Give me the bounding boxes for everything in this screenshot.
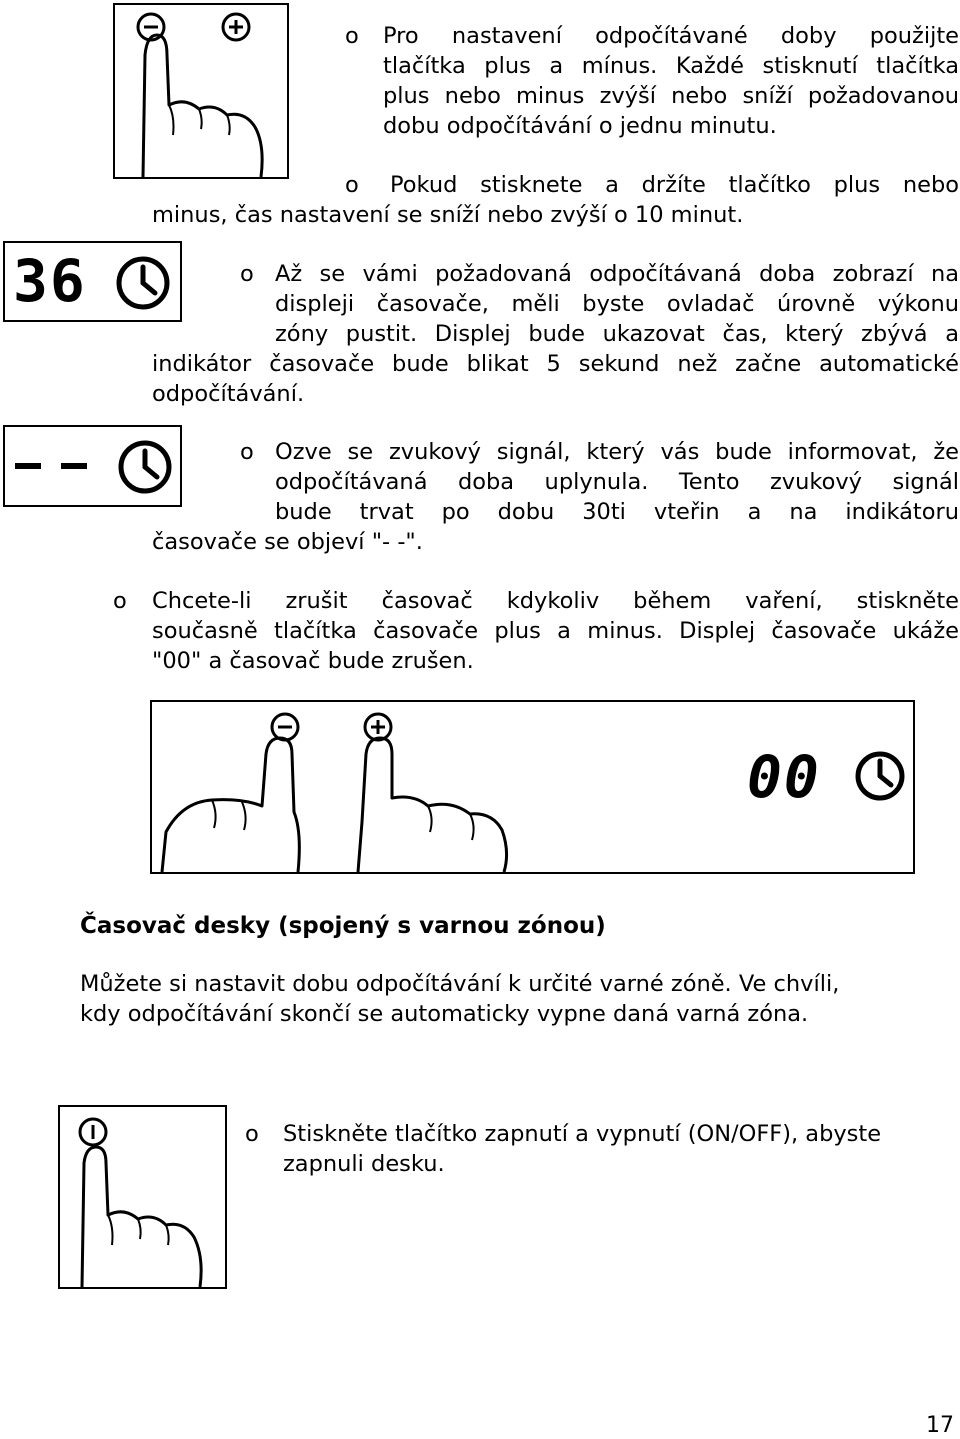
paragraph-cancel <box>152 586 959 676</box>
display-36-figure <box>3 241 182 322</box>
paragraph-on-off <box>283 1119 959 1179</box>
text-line: současně tlačítka časovače plus a minus. Displej časovače ukáže <box>152 618 959 644</box>
text-line: zapnuli desku. <box>283 1151 445 1177</box>
text-line: dobu odpočítávání o jednu minutu. <box>383 113 777 139</box>
finger-press-power-icon <box>60 1107 225 1287</box>
bullet: o <box>240 261 254 287</box>
clock-icon <box>113 253 173 313</box>
on-off-figure <box>58 1105 227 1289</box>
text-line: tlačítka plus a mínus. Každé stisknutí tlačítka <box>383 53 959 79</box>
text-line: Až se vámi požadovaná odpočítávaná doba zobrazí na <box>275 261 959 287</box>
text-line: časovače se objeví "- -". <box>152 529 423 555</box>
bullet: o <box>345 172 359 198</box>
cancel-timer-figure <box>150 700 915 874</box>
paragraph-hold-cont <box>152 200 959 230</box>
dash-display-icon <box>11 459 97 473</box>
text-line: plus nebo minus zvýší nebo sníží požadovanou <box>383 83 959 109</box>
paragraph-hold <box>390 170 959 200</box>
text-line: kdy odpočítávání skončí se automaticky vypne daná varná zóna. <box>80 1001 809 1027</box>
text-line: Můžete si nastavit dobu odpočítávání k určité varné zóně. Ve chvíli, <box>80 971 840 997</box>
text-line: odpočítávaná doba uplynula. Tento zvukový signál <box>275 469 959 495</box>
text-line: "00" a časovač bude zrušen. <box>152 648 474 674</box>
timer-display-digits: 36 <box>13 247 87 315</box>
text-line: displeji časovače, měli byste ovladač úrovně výkonu <box>275 291 959 317</box>
text-line: indikátor časovače bude blikat 5 sekund než začne automatické <box>152 351 959 377</box>
text-line: Stiskněte tlačítko zapnutí a vypnutí (ON/OFF), abyste <box>283 1121 882 1147</box>
paragraph-signal-cont <box>152 527 959 557</box>
finger-press-minus-icon <box>115 5 287 177</box>
paragraph-display <box>275 259 959 349</box>
bullet: o <box>345 23 359 49</box>
text-line: bude trvat po dobu 30ti vteřin a na indikátoru <box>275 499 959 525</box>
text-line: Chcete-li zrušit časovač kdykoliv během vaření, stiskněte <box>152 588 959 614</box>
bullet: o <box>113 588 127 614</box>
text-line: Pokud stisknete a držíte tlačítko plus nebo <box>390 172 959 198</box>
text-line: minus, čas nastavení se sníží nebo zvýší o 10 minut. <box>152 202 744 228</box>
section-heading: Časovač desky (spojený s varnou zónou) <box>80 913 606 939</box>
dash-display-text <box>5 427 6 428</box>
clock-icon <box>852 748 908 804</box>
text-line: zóny pustit. Displej bude ukazovat čas, který zbývá a <box>275 321 959 347</box>
bullet: o <box>240 439 254 465</box>
paragraph-display-cont <box>152 349 959 409</box>
page-number: 17 <box>926 1413 954 1438</box>
timer-display-digits: 00 <box>747 743 821 811</box>
paragraph-intro <box>80 969 910 1029</box>
text-line: odpočítávání. <box>152 381 305 407</box>
bullet: o <box>245 1121 259 1147</box>
text-line: Pro nastavení odpočítávané doby použijte <box>383 23 959 49</box>
plus-minus-figure <box>113 3 289 179</box>
text-line: Ozve se zvukový signál, který vás bude informovat, že <box>275 439 959 465</box>
clock-icon <box>115 437 175 497</box>
paragraph-plus-minus <box>383 21 959 141</box>
display-dash-figure <box>3 425 182 507</box>
paragraph-signal <box>275 437 959 527</box>
